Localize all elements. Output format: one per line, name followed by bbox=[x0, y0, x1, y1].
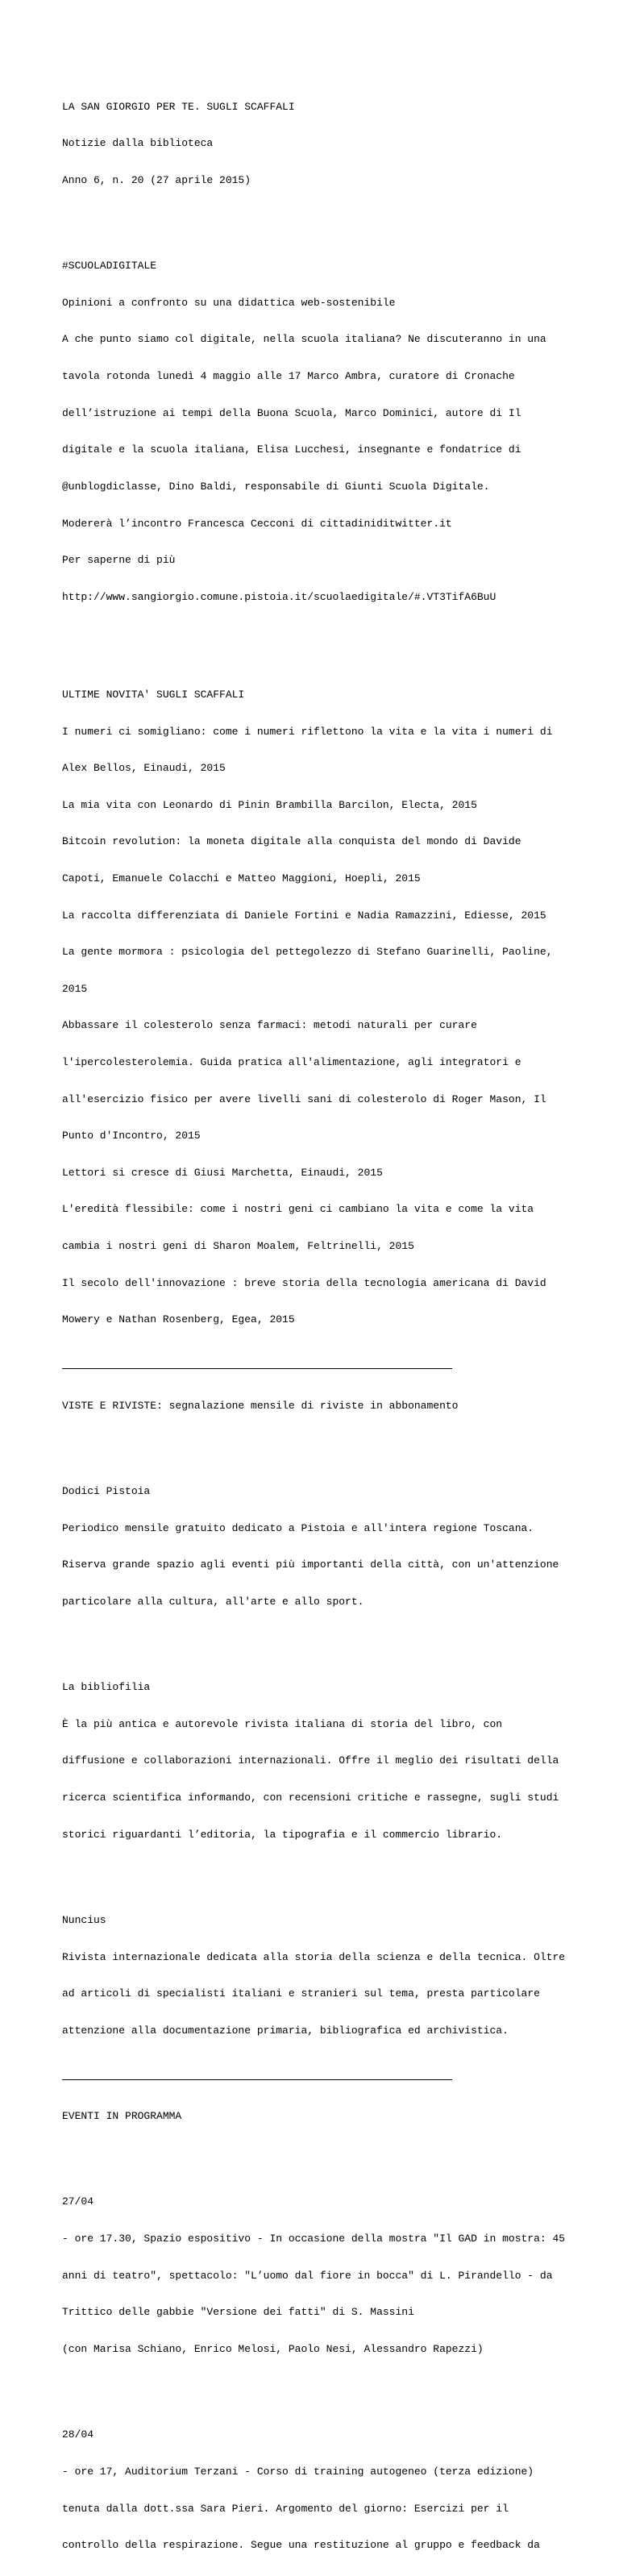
book-line: La raccolta differenziata di Daniele Fortini e Nadia Ramazzini, Ediesse, 2015 bbox=[62, 909, 546, 922]
magazine-description: diffusione e collaborazioni internazionali. Offre il meglio dei risultati della bbox=[62, 1754, 559, 1767]
magazine-description: storici riguardanti l’editoria, la tipografia e il commercio librario. bbox=[62, 1828, 503, 1841]
book-line: Il secolo dell'innovazione : breve storia della tecnologia americana di David bbox=[62, 1276, 546, 1289]
magazine-description: Riserva grande spazio agli eventi più importanti della città, con un'attenzione bbox=[62, 1559, 559, 1571]
event-description: controllo della respirazione. Segue una restituzione al gruppo e feedback da bbox=[62, 2539, 540, 2552]
book-line: La mia vita con Leonardo di Pinin Brambilla Barcilon, Electa, 2015 bbox=[62, 798, 477, 811]
event-description: (con Marisa Schiano, Enrico Melosi, Paolo Nesi, Alessandro Rapezzi) bbox=[62, 2342, 484, 2355]
text-line: @unblogdiclasse, Dino Baldi, responsabile di Giunti Scuola Digitale. bbox=[62, 480, 490, 493]
magazine-title: Nuncius bbox=[62, 1914, 106, 1926]
magazine-description: particolare alla cultura, all'arte e allo sport. bbox=[62, 1595, 364, 1608]
event-description: tenuta dalla dott.ssa Sara Pieri. Argomento del giorno: Esercizi per il bbox=[62, 2502, 509, 2515]
book-line: Punto d'Incontro, 2015 bbox=[62, 1130, 201, 1142]
magazine-description: È la più antica e autorevole rivista italiana di storia del libro, con bbox=[62, 1717, 503, 1730]
book-line: I numeri ci somigliano: come i numeri riflettono la vita e la vita i numeri di bbox=[62, 725, 553, 738]
section-divider bbox=[62, 1368, 452, 1369]
magazine-description: Periodico mensile gratuito dedicato a Pistoia e all'intera regione Toscana. bbox=[62, 1521, 534, 1534]
book-line: Alex Bellos, Einaudi, 2015 bbox=[62, 762, 226, 775]
book-line: Lettori si cresce di Giusi Marchetta, Einaudi, 2015 bbox=[62, 1166, 383, 1179]
event-description: Trittico delle gabbie "Versione dei fatti" di S. Massini bbox=[62, 2306, 414, 2319]
event-description: - ore 17.30, Spazio espositivo - In occasione della mostra "Il GAD in mostra: 45 bbox=[62, 2233, 566, 2245]
book-line: L'eredità flessibile: come i nostri geni ci cambiano la vita e come la vita bbox=[62, 1203, 534, 1216]
book-line: cambia i nostri geni di Sharon Moalem, Feltrinelli, 2015 bbox=[62, 1240, 414, 1253]
event-description: - ore 17, Auditorium Terzani - Corso di training autogeneo (terza edizione) bbox=[62, 2465, 534, 2478]
text-line: Opinioni a confronto su una didattica web-sostenibile bbox=[62, 296, 396, 309]
magazine-title: Dodici Pistoia bbox=[62, 1484, 151, 1497]
event-date: 28/04 bbox=[62, 2428, 94, 2441]
text-line: Modererà l’incontro Francesca Cecconi di cittadiniditwitter.it bbox=[62, 517, 452, 530]
newsletter-title: LA SAN GIORGIO PER TE. SUGLI SCAFFALI bbox=[62, 100, 295, 113]
section-heading-eventi: EVENTI IN PROGRAMMA bbox=[62, 2110, 182, 2123]
newsletter-subtitle: Notizie dalla biblioteca bbox=[62, 137, 214, 150]
book-line: Capoti, Emanuele Colacchi e Matteo Maggioni, Hoepli, 2015 bbox=[62, 872, 421, 884]
book-line: Abbassare il colesterolo senza farmaci: metodi naturali per curare bbox=[62, 1019, 477, 1032]
document-page bbox=[62, 64, 578, 2576]
event-description: anni di teatro", spettacolo: "L’uomo dal fiore in bocca" di L. Pirandello - da bbox=[62, 2269, 553, 2282]
book-line: Mowery e Nathan Rosenberg, Egea, 2015 bbox=[62, 1313, 295, 1326]
section-hashtag-scuoladigitale: #SCUOLADIGITALE bbox=[62, 260, 157, 273]
book-line: all'esercizio fisico per avere livelli sani di colesterolo di Roger Mason, Il bbox=[62, 1092, 546, 1105]
event-date: 27/04 bbox=[62, 2195, 94, 2208]
text-line: digitale e la scuola italiana, Elisa Lucchesi, insegnante e fondatrice di bbox=[62, 443, 521, 456]
text-line: tavola rotonda lunedì 4 maggio alle 17 Marco Ambra, curatore di Cronache bbox=[62, 370, 515, 383]
section-divider bbox=[62, 2079, 452, 2080]
text-line: A che punto siamo col digitale, nella scuola italiana? Ne discuteranno in una bbox=[62, 333, 546, 346]
book-line: 2015 bbox=[62, 982, 88, 995]
book-line: l'ipercolesterolemia. Guida pratica all'alimentazione, agli integratori e bbox=[62, 1056, 521, 1069]
book-line: Bitcoin revolution: la moneta digitale alla conquista del mondo di Davide bbox=[62, 835, 521, 848]
magazine-description: ricerca scientifica informando, con recensioni critiche e rassegne, sugli studi bbox=[62, 1791, 559, 1804]
book-line: La gente mormora : psicologia del pettegolezzo di Stefano Guarinelli, Paoline, bbox=[62, 946, 553, 959]
magazine-description: Rivista internazionale dedicata alla storia della scienza e della tecnica. Oltre bbox=[62, 1950, 566, 1963]
text-line: Per saperne di più bbox=[62, 554, 176, 567]
scuola-digitale-link[interactable]: http://www.sangiorgio.comune.pistoia.it/scuolaedigitale/#.VT3TifA6BuU bbox=[62, 590, 496, 603]
section-heading-riviste: VISTE E RIVISTE: segnalazione mensile di riviste in abbonamento bbox=[62, 1399, 459, 1412]
magazine-title: La bibliofilia bbox=[62, 1681, 151, 1694]
magazine-description: attenzione alla documentazione primaria, bibliografica ed archivistica. bbox=[62, 2024, 509, 2037]
section-heading-novita: ULTIME NOVITA' SUGLI SCAFFALI bbox=[62, 688, 245, 701]
text-line: dell’istruzione ai tempi della Buona Scuola, Marco Dominici, autore di Il bbox=[62, 406, 521, 419]
magazine-description: ad articoli di specialisti italiani e stranieri sul tema, presta particolare bbox=[62, 1987, 540, 2000]
issue-info: Anno 6, n. 20 (27 aprile 2015) bbox=[62, 173, 251, 186]
